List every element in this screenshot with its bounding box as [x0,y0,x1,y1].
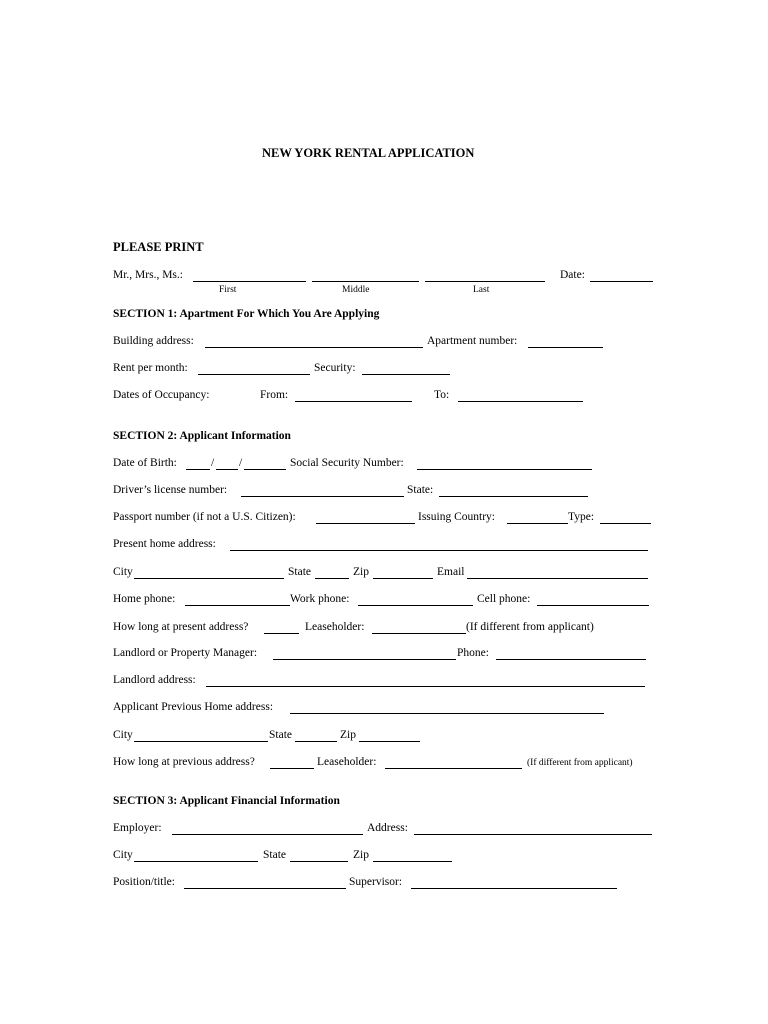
cell-phone-label: Cell phone: [477,593,531,605]
employer-zip-label: Zip [353,849,369,861]
employer-field[interactable] [172,822,363,835]
from-label: From: [260,389,289,401]
ssn-field[interactable] [417,457,592,470]
dob-month-field[interactable] [186,457,210,470]
prev-state-field[interactable] [295,729,337,742]
middle-caption: Middle [342,285,370,295]
landlord-address-label: Landlord address: [113,674,196,686]
dob-slash: / [239,457,243,469]
city-field[interactable] [134,566,284,579]
state-field[interactable] [439,484,588,497]
prev-address-field[interactable] [290,701,604,714]
prev-city-label: City [113,729,133,741]
rent-label: Rent per month: [113,362,188,374]
how-long-prev-label: How long at previous address? [113,756,255,768]
if-different-note: (If different from applicant) [466,621,594,633]
supervisor-label: Supervisor: [349,876,403,888]
landlord-field[interactable] [273,647,456,660]
landlord-label: Landlord or Property Manager: [113,647,258,659]
how-long-prev-field[interactable] [270,756,314,769]
work-phone-field[interactable] [358,593,473,606]
prev-address-label: Applicant Previous Home address: [113,701,274,713]
apartment-number-field[interactable] [528,335,603,348]
zip-label: Zip [353,566,369,578]
ssn-label: Social Security Number: [290,457,404,469]
if-different-note-2: (If different from applicant) [527,758,633,768]
position-field[interactable] [184,876,346,889]
rent-field[interactable] [198,362,310,375]
section2-heading: SECTION 2: Applicant Information [113,430,291,442]
employer-state-label: State [263,849,286,861]
employer-address-field[interactable] [414,822,652,835]
date-label: Date: [560,269,585,281]
position-label: Position/title: [113,876,175,888]
from-field[interactable] [295,389,412,402]
middle-name-field[interactable] [312,269,419,282]
state-label: State [288,566,311,578]
home-phone-label: Home phone: [113,593,176,605]
to-field[interactable] [458,389,583,402]
home-phone-field[interactable] [185,593,290,606]
dates-occupancy-label: Dates of Occupancy: [113,389,210,401]
please-print-heading: PLEASE PRINT [113,240,204,254]
passport-label: Passport number (if not a U.S. Citizen): [113,511,296,523]
employer-city-field[interactable] [134,849,258,862]
cell-phone-field[interactable] [537,593,649,606]
license-field[interactable] [241,484,404,497]
last-name-field[interactable] [425,269,545,282]
issuing-country-label: Issuing Country: [418,511,495,523]
document-title: NEW YORK RENTAL APPLICATION [262,146,475,160]
landlord-address-field[interactable] [206,674,645,687]
employer-city-label: City [113,849,133,861]
dob-label: Date of Birth: [113,457,177,469]
prev-state-label: State [269,729,292,741]
salutation-label: Mr., Mrs., Ms.: [113,269,183,281]
dob-year-field[interactable] [244,457,286,470]
type-label: Type: [568,511,595,523]
building-address-label: Building address: [113,335,194,347]
leaseholder-label: Leaseholder: [305,621,365,633]
email-label: Email [437,566,465,578]
zip-field[interactable] [373,566,433,579]
leaseholder-field[interactable] [372,621,466,634]
dob-slash: / [211,457,215,469]
apartment-number-label: Apartment number: [427,335,518,347]
first-caption: First [219,285,237,295]
present-address-field[interactable] [230,538,648,551]
dob-day-field[interactable] [216,457,238,470]
section1-heading: SECTION 1: Apartment For Which You Are Applying [113,308,380,320]
employer-zip-field[interactable] [373,849,452,862]
state-label: State: [407,484,434,496]
first-name-field[interactable] [193,269,306,282]
how-long-present-label: How long at present address? [113,621,249,633]
issuing-country-field[interactable] [507,511,568,524]
landlord-phone-label: Phone: [457,647,489,659]
present-address-label: Present home address: [113,538,216,550]
supervisor-field[interactable] [411,876,617,889]
date-field[interactable] [590,269,653,282]
leaseholder2-field[interactable] [385,756,522,769]
state-field[interactable] [315,566,349,579]
type-field[interactable] [600,511,651,524]
building-address-field[interactable] [205,335,423,348]
security-label: Security: [314,362,356,374]
employer-label: Employer: [113,822,162,834]
prev-zip-label: Zip [340,729,356,741]
leaseholder2-label: Leaseholder: [317,756,377,768]
landlord-phone-field[interactable] [496,647,646,660]
how-long-present-field[interactable] [264,621,299,634]
license-label: Driver’s license number: [113,484,228,496]
section3-heading: SECTION 3: Applicant Financial Information [113,795,340,807]
employer-state-field[interactable] [290,849,348,862]
passport-field[interactable] [316,511,415,524]
work-phone-label: Work phone: [290,593,350,605]
security-field[interactable] [362,362,450,375]
city-label: City [113,566,133,578]
employer-address-label: Address: [367,822,408,834]
prev-zip-field[interactable] [359,729,420,742]
email-field[interactable] [467,566,648,579]
prev-city-field[interactable] [134,729,268,742]
last-caption: Last [473,285,490,295]
to-label: To: [434,389,450,401]
